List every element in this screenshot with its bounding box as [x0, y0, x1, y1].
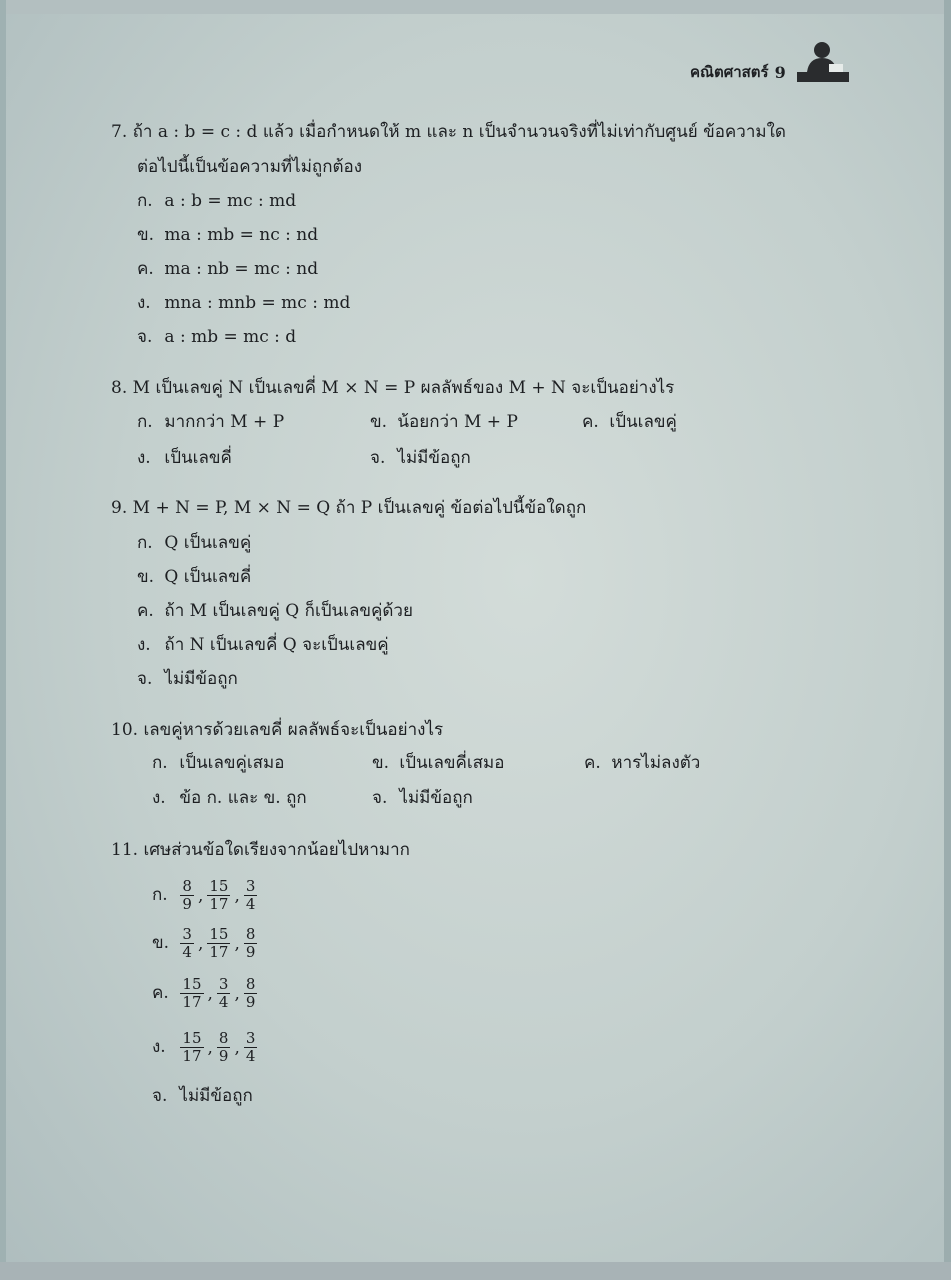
page-edge-right	[944, 0, 951, 1280]
numerator: 3	[218, 975, 229, 993]
page-number: 9	[774, 62, 786, 82]
numerator: 8	[245, 925, 256, 943]
question-number: 9.	[111, 498, 128, 518]
question-8	[111, 376, 674, 400]
option-7-e	[137, 325, 296, 349]
numerator: 3	[182, 925, 192, 943]
denominator: 4	[182, 943, 192, 961]
option-text: มากกว่า M + P	[164, 412, 285, 432]
option-label: ข.	[370, 412, 388, 432]
option-label: ง.	[152, 788, 166, 808]
denominator: 4	[218, 993, 229, 1011]
page-header	[690, 60, 786, 84]
option-11-c: ค. $\frac{15}{17}$ , $\frac{3}{4}$ , $\frac{8}{9}$	[152, 975, 256, 1011]
option-8-a	[137, 410, 284, 434]
numerator: 3	[245, 877, 256, 895]
option-10-a	[152, 751, 284, 775]
header-subject: คณิตศาสตร์	[690, 63, 769, 81]
fraction	[244, 926, 258, 961]
option-8-d	[137, 446, 232, 470]
question-text: ถ้า a : b = c : d แล้ว เมื่อกำหนดให้ m และ n เป็นจำนวนจริงที่ไม่เท่ากับศูนย์ ข้อความใด	[132, 122, 786, 142]
option-8-e	[370, 446, 471, 470]
numerator: 3	[245, 1029, 256, 1047]
option-label: ง.	[137, 635, 151, 655]
page-edge-top	[0, 0, 951, 14]
numerator: 8	[245, 975, 256, 993]
numerator: 15	[209, 877, 229, 895]
option-label: ก.	[137, 412, 153, 432]
denominator: 17	[182, 1047, 202, 1065]
option-label: ก.	[137, 533, 153, 553]
option-7-d	[137, 291, 350, 315]
option-text: ไม่มีข้อถูก	[397, 448, 471, 468]
option-10-b	[372, 751, 504, 775]
option-11-b: ข. $\frac{3}{4}$ , $\frac{15}{17}$ , $\frac{8}{9}$	[152, 925, 256, 961]
option-label: ง.	[152, 1037, 166, 1057]
option-text: ma : mb = nc : nd	[164, 225, 319, 245]
question-text: เลขคู่หารด้วยเลขคี่ ผลลัพธ์จะเป็นอย่างไร	[143, 720, 444, 740]
denominator: 4	[245, 1047, 256, 1065]
page-edge-bottom	[0, 1262, 951, 1280]
option-text: ไม่มีข้อถูก	[399, 788, 473, 808]
option-9-e	[137, 667, 238, 691]
option-label: ง.	[137, 448, 151, 468]
option-text: Q เป็นเลขคี่	[164, 567, 252, 587]
question-number: 10.	[111, 720, 139, 740]
question-7-line1	[111, 120, 786, 144]
denominator: 17	[209, 895, 229, 913]
fraction	[217, 976, 231, 1011]
option-label: ข.	[137, 567, 155, 587]
option-text: a : b = mc : md	[164, 191, 297, 211]
option-7-a	[137, 189, 296, 213]
option-text: เป็นเลขคู่	[609, 412, 677, 432]
question-number: 11.	[111, 840, 139, 860]
denominator: 4	[245, 895, 256, 913]
option-8-c	[582, 410, 677, 434]
fraction	[180, 976, 203, 1011]
option-label: จ.	[137, 669, 153, 689]
option-label: ก.	[152, 885, 168, 905]
option-text: น้อยกว่า M + P	[397, 412, 518, 432]
fraction	[180, 926, 194, 961]
option-7-c	[137, 257, 318, 281]
option-text: Q เป็นเลขคู่	[164, 533, 252, 553]
question-text: M + N = P, M × N = Q ถ้า P เป็นเลขคู่ ข้อต่อไปนี้ข้อใดถูก	[132, 498, 587, 518]
denominator: 9	[182, 895, 192, 913]
fraction	[244, 976, 258, 1011]
option-9-d	[137, 633, 389, 657]
option-label: ค.	[584, 753, 601, 773]
fraction	[244, 1030, 258, 1065]
option-text: ข้อ ก. และ ข. ถูก	[179, 788, 307, 808]
option-label: ก.	[137, 191, 153, 211]
option-11-d: ง. $\frac{15}{17}$ , $\frac{8}{9}$ , $\frac{3}{4}$	[152, 1029, 256, 1065]
page-edge-left	[0, 0, 6, 1280]
option-text: ไม่มีข้อถูก	[164, 669, 238, 689]
option-label: ข.	[137, 225, 155, 245]
numerator: 8	[182, 877, 192, 895]
option-text: ถ้า M เป็นเลขคู่ Q ก็เป็นเลขคู่ด้วย	[164, 601, 413, 621]
option-9-c	[137, 599, 413, 623]
denominator: 9	[245, 943, 256, 961]
fraction	[180, 1030, 203, 1065]
option-label: จ.	[152, 1086, 168, 1106]
question-text: เศษส่วนข้อใดเรียงจากน้อยไปหามาก	[143, 840, 410, 860]
option-label: จ.	[372, 788, 388, 808]
option-11-a: ก. $\frac{8}{9}$ , $\frac{15}{17}$ , $\frac{3}{4}$	[152, 877, 256, 913]
numerator: 15	[182, 1029, 202, 1047]
question-number: 7.	[111, 122, 128, 142]
option-10-e	[372, 786, 473, 810]
fraction	[217, 1030, 231, 1065]
numerator: 15	[182, 975, 202, 993]
option-9-b	[137, 565, 251, 589]
question-11	[111, 838, 410, 862]
option-label: ง.	[137, 293, 151, 313]
option-9-a	[137, 531, 251, 555]
option-10-d	[152, 786, 307, 810]
option-text: เป็นเลขคี่เสมอ	[399, 753, 505, 773]
question-text: M เป็นเลขคู่ N เป็นเลขคี่ M × N = P ผลลัพธ์ของ M + N จะเป็นอย่างไร	[132, 378, 675, 398]
option-7-b	[137, 223, 318, 247]
option-label: ก.	[152, 753, 168, 773]
option-8-b	[370, 410, 518, 434]
option-10-c	[584, 751, 700, 775]
denominator: 17	[182, 993, 202, 1011]
denominator: 9	[245, 993, 256, 1011]
fraction	[244, 878, 258, 913]
option-label: ค.	[152, 983, 169, 1003]
option-label: จ.	[370, 448, 386, 468]
option-text: a : mb = mc : d	[164, 327, 297, 347]
option-text: mna : mnb = mc : md	[164, 293, 351, 313]
question-7-line2: ต่อไปนี้เป็นข้อความที่ไม่ถูกต้อง	[137, 157, 363, 177]
fraction	[207, 926, 230, 961]
option-label: ข.	[372, 753, 390, 773]
numerator: 8	[218, 1029, 229, 1047]
option-label: จ.	[137, 327, 153, 347]
denominator: 17	[209, 943, 229, 961]
fraction	[207, 878, 230, 913]
option-text: เป็นเลขคู่เสมอ	[179, 753, 285, 773]
option-label: ข.	[152, 933, 170, 953]
fraction	[180, 878, 194, 913]
option-label: ค.	[137, 601, 154, 621]
option-11-e	[152, 1084, 253, 1108]
option-text: เป็นเลขคี่	[164, 448, 232, 468]
numerator: 15	[209, 925, 229, 943]
option-label: ค.	[582, 412, 599, 432]
option-text: ma : nb = mc : nd	[164, 259, 319, 279]
question-9	[111, 496, 586, 520]
question-number: 8.	[111, 378, 128, 398]
option-label: ค.	[137, 259, 154, 279]
option-text: หารไม่ลงตัว	[611, 753, 701, 773]
denominator: 9	[218, 1047, 229, 1065]
option-text: ไม่มีข้อถูก	[179, 1086, 253, 1106]
question-10	[111, 718, 443, 742]
option-text: ถ้า N เป็นเลขคี่ Q จะเป็นเลขคู่	[164, 635, 389, 655]
teacher-logo-icon	[795, 38, 851, 84]
